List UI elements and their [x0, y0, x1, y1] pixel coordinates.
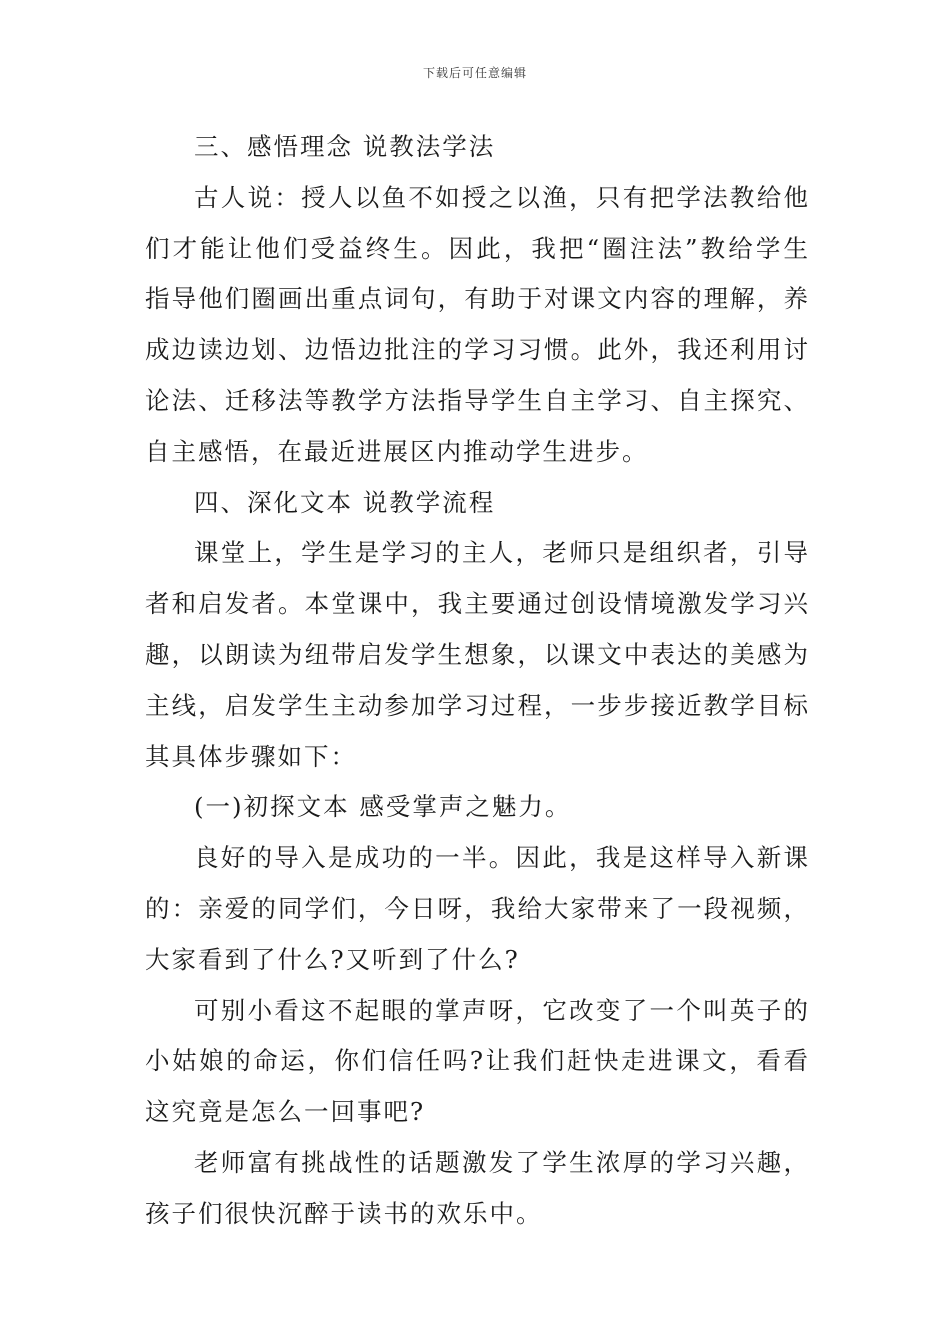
paragraph-classroom: 课堂上，学生是学习的主人，老师只是组织者，引导者和启发者。本堂课中，我主要通过创设情境激发学习兴趣，以朗读为纽带启发学生想象，以课文中表达的美感为主线，启发学生主动参加学习过程，一步步接近教学目标其具体步骤如下：	[145, 538, 810, 771]
paragraph-interest: 老师富有挑战性的话题激发了学生浓厚的学习兴趣，孩子们很快沉醉于读书的欢乐中。	[145, 1147, 810, 1228]
subsection-heading-1: (一)初探文本 感受掌声之魅力。	[194, 792, 572, 822]
paragraph-teaching-method: 古人说：授人以鱼不如授之以渔，只有把学法教给他们才能让他们受益终生。因此，我把“圈注法”教给学生指导他们圈画出重点词句，有助于对课文内容的理解，养成边读边划、边悟边批注的学习习惯。此外，我还利用讨论法、迁移法等教学方法指导学生自主学习、自主探究、自主感悟，在最近进展区内推动学生进步。	[145, 182, 810, 466]
section-heading-3: 三、感悟理念 说教法学法	[194, 132, 496, 161]
page-header: 下载后可任意编辑	[422, 66, 527, 80]
paragraph-applause: 可别小看这不起眼的掌声呀，它改变了一个叫英子的小姑娘的命运，你们信任吗?让我们赶快走进课文，看看这究竟是怎么一回事吧?	[145, 995, 810, 1127]
section-heading-4: 四、深化文本 说教学流程	[194, 487, 496, 517]
paragraph-intro: 良好的导入是成功的一半。因此，我是这样导入新课的：亲爱的同学们，今日呀，我给大家带来了一段视频，大家看到了什么?又听到了什么?	[145, 843, 810, 974]
document-body	[145, 122, 810, 1240]
